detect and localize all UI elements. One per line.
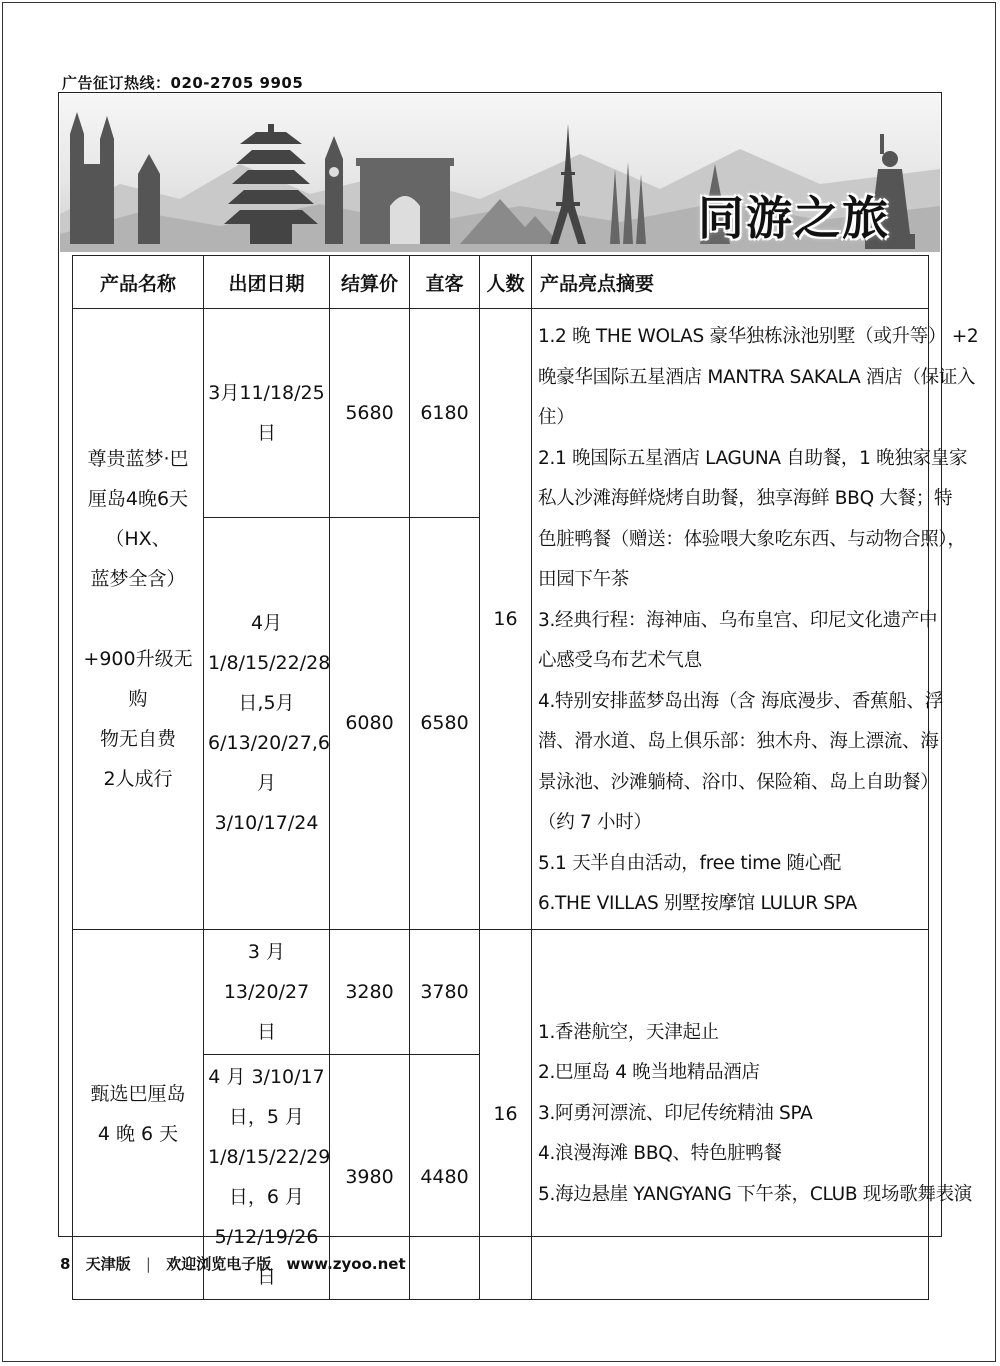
people-cell: 16	[480, 929, 532, 1299]
table-row	[73, 309, 929, 518]
highlight-line: 2.巴厘岛 4 晚当地精品酒店	[538, 1062, 760, 1084]
settlement-price-cell: 5680	[330, 309, 410, 518]
ad-hotline: 广告征订热线：020-2705 9905	[62, 74, 304, 92]
highlight-line: 4.特别安排蓝梦岛出海（含 海底漫步、香蕉船、浮	[538, 690, 943, 712]
highlight-line: 住）	[538, 407, 575, 428]
highlight-line: 6.THE VILLAS 别墅按摩馆 LULUR SPA	[538, 893, 857, 914]
product-name-line: 厘岛4晚6天	[87, 487, 189, 510]
highlights-cell	[532, 929, 972, 1299]
highlight-line: 4.浪漫海滩 BBQ、特色脏鸭餐	[538, 1143, 782, 1165]
highlight-line: 5.1 天半自由活动，free time 随心配	[538, 852, 842, 874]
settlement-price-cell: 6080	[330, 517, 410, 929]
product-name-line: 甄选巴厘岛	[90, 1083, 186, 1105]
highlight-line: 3.阿勇河漂流、印尼传统精油 SPA	[538, 1102, 813, 1124]
product-name-line: 尊贵蓝梦·巴	[87, 447, 189, 470]
highlight-line: 1.香港航空，天津起止	[538, 1021, 719, 1043]
date-line: 日,5月	[238, 692, 295, 714]
product-name-spacer	[77, 599, 199, 639]
date-line: 1/8/15/22/29	[208, 1145, 331, 1168]
settlement-price-cell: 3980	[330, 1054, 410, 1299]
date-line: 3月11/18/25	[208, 381, 325, 404]
highlight-line: 2.1 晚国际五星酒店 LAGUNA 自助餐，1 晚独家皇家	[538, 447, 968, 469]
highlight-line: 心感受乌布艺术气息	[538, 650, 702, 671]
departure-date-cell	[204, 517, 330, 929]
highlight-line: 潜、滑水道、岛上俱乐部：独木舟、海上漂流、海	[538, 731, 939, 752]
people-cell: 16	[480, 309, 532, 930]
direct-price-cell: 3780	[410, 929, 480, 1054]
footer-separator: |	[145, 1255, 151, 1273]
date-line: 4月	[250, 612, 283, 634]
col-direct-price: 直客	[410, 256, 480, 309]
highlight-line: （约 7 小时）	[538, 812, 652, 833]
highlight-line: 田园下午茶	[538, 569, 630, 590]
table-row	[73, 929, 929, 1054]
settlement-price-cell: 3280	[330, 929, 410, 1054]
date-line: 6/13/20/27,6	[208, 732, 330, 754]
date-line: 日，6 月	[228, 1185, 305, 1208]
product-name-line: 物无自费	[99, 727, 176, 750]
product-name-cell	[73, 309, 204, 930]
highlight-line: 色脏鸭餐（赠送：体验喂大象吃东西、与动物合照），	[538, 528, 966, 550]
highlight-line: 5.海边悬崖 YANGYANG 下午茶，CLUB 现场歌舞表演	[538, 1183, 972, 1205]
product-name-line: （HX、	[105, 527, 171, 550]
departure-date-cell	[204, 309, 330, 518]
highlight-line: 晚豪华国际五星酒店 MANTRA SAKALA 酒店（保证入	[538, 366, 976, 388]
col-highlights: 产品亮点摘要	[532, 256, 929, 309]
direct-price-cell: 4480	[410, 1054, 480, 1299]
highlight-line: 景泳池、沙滩躺椅、浴巾、保险箱、岛上自助餐）	[538, 771, 939, 793]
product-name-line: 2人成行	[103, 767, 173, 790]
direct-price-cell: 6580	[410, 517, 480, 929]
edition-label: 天津版	[85, 1255, 131, 1273]
highlight-line: 私人沙滩海鲜烧烤自助餐，独享海鲜 BBQ 大餐；特	[538, 488, 953, 509]
table-header-row	[73, 256, 929, 309]
direct-price-cell: 6180	[410, 309, 480, 518]
date-line: 日	[256, 1020, 276, 1043]
col-product-name: 产品名称	[73, 256, 204, 309]
date-line: 1/8/15/22/28	[208, 652, 331, 674]
date-line: 5/12/19/26 日	[214, 1225, 319, 1288]
date-line: 日，5 月	[228, 1105, 305, 1128]
date-line: 4 月 3/10/17	[208, 1065, 325, 1088]
product-name-cell	[73, 929, 204, 1299]
highlight-line: 1.2 晚 THE WOLAS 豪华独栋泳池别墅（或升等） +2	[538, 326, 979, 347]
footer-text: 欢迎浏览电子版	[166, 1255, 272, 1273]
footer-url[interactable]: www.zyoo.net	[286, 1255, 406, 1273]
date-line: 日	[256, 421, 276, 444]
landmarks-banner	[60, 94, 940, 252]
col-people: 人数	[480, 256, 532, 309]
page-footer	[60, 1253, 416, 1274]
product-name-line: 蓝梦全含）	[90, 567, 186, 590]
col-departure-date: 出团日期	[204, 256, 330, 309]
departure-date-cell	[204, 929, 330, 1054]
product-name-line: +900升级无购	[83, 647, 193, 710]
tours-table	[72, 255, 979, 1300]
date-line: 3 月 13/20/27	[223, 940, 310, 1003]
highlight-line: 3.经典行程：海神庙、乌布皇宫、印尼文化遗产中	[538, 609, 938, 631]
col-settlement-price: 结算价	[330, 256, 410, 309]
brand-title: 同游之旅	[698, 191, 890, 245]
highlights-cell	[532, 309, 979, 930]
product-name-line: 4 晚 6 天	[97, 1123, 179, 1145]
date-line: 月3/10/17/24	[214, 772, 319, 834]
page-number: 8	[60, 1255, 71, 1273]
